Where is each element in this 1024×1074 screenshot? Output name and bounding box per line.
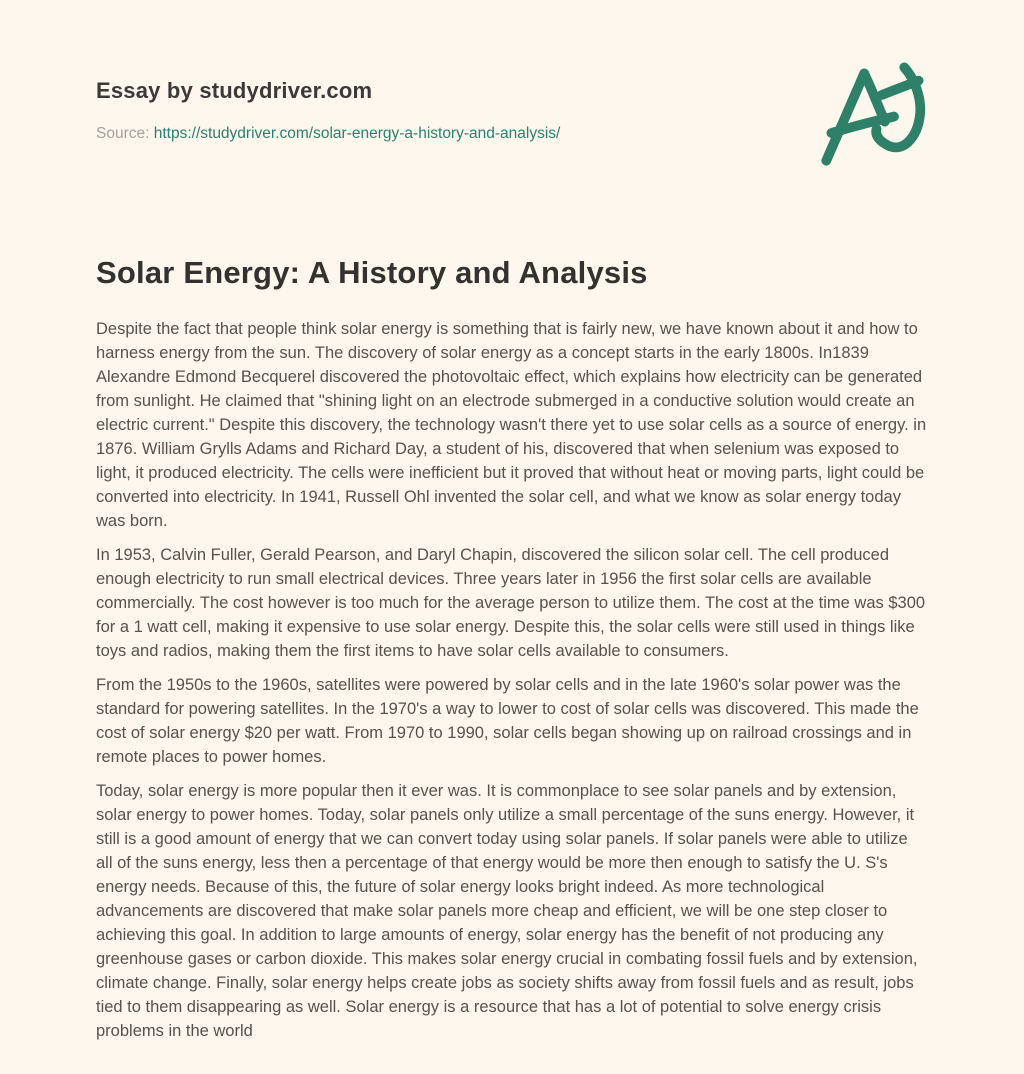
page-header — [96, 78, 928, 143]
page-title: Essay by studydriver.com — [96, 78, 373, 103]
essay-paragraph-4: Today, solar energy is more popular then it ever was. It is commonplace to see solar panels and by extension, solar energy to power homes. Today, solar panels only utilize a small percentage of the suns energy. However, it still is a good amount of energy that we can convert today using solar panels. If solar panels were able to utilize all of the suns energy, less then a percentage of that energy would be more then enough to satisfy the U. S's energy needs. Because of this, the future of solar energy looks bright indeed. As more technological advancements are discovered that make solar panels more cheap and efficient, we will be one step closer to achieving this goal. In addition to large amounts of energy, solar energy has the benefit of not producing any greenhouse gases or carbon dioxide. This makes solar energy crucial in combating fossil fuels and by extension, climate change. Finally, solar energy helps create jobs as society shifts away from fossil fuels and as result, jobs tied to them disappearing as well. Solar energy is a resource that has a lot of potential to solve energy crisis problems in the world — [96, 782, 918, 1040]
essay-body — [96, 317, 928, 1043]
source-link[interactable]: https://studydriver.com/solar-energy-a-history-and-analysis/ — [153, 125, 561, 142]
essay-paragraph-2: In 1953, Calvin Fuller, Gerald Pearson, and Daryl Chapin, discovered the silicon solar cell. The cell produced enough electricity to run small electrical devices. Three years later in 1956 the first solar cells are available commercially. The cost however is too much for the average person to utilize them. The cost at the time was $300 for a 1 watt cell, making it expensive to use solar energy. Despite this, the solar cells were still used in things like toys and radios, making them the first items to have solar cells available to consumers. — [96, 546, 926, 660]
essay-paragraph-1: Despite the fact that people think solar energy is something that is fairly new, we have known about it and how to harness energy from the sun. The discovery of solar energy as a concept starts in the early 1800s. In1839 Alexandre Edmond Becquerel discovered the photovoltaic effect, which explains how electricity can be generated from sunlight. He claimed that "shining light on an electrode submerged in a conductive solution would create an electric current." Despite this discovery, the technology wasn't there yet to use solar cells as a source of energy. in 1876. William Grylls Adams and Richard Day, a student of his, discovered that when selenium was exposed to light, it produced electricity. The cells were inefficient but it proved that without heat or moving parts, light could be converted into electricity. In 1941, Russell Ohl invented the solar cell, and what we know as solar energy today was born. — [96, 320, 927, 530]
essay-content — [96, 255, 928, 1043]
essay-title: Solar Energy: A History and Analysis — [96, 255, 648, 290]
essay-paragraph-3: From the 1950s to the 1960s, satellites were powered by solar cells and in the late 1960's solar power was the standard for powering satellites. In the 1970's a way to lower to cost of solar cells was discovered. This made the cost of solar energy $20 per watt. From 1970 to 1990, solar cells began showing up on railroad crossings and in remote places to power homes. — [96, 676, 919, 766]
source-label: Source: — [96, 125, 150, 142]
studydriver-a-plus-logo-icon — [816, 60, 934, 168]
source-line — [96, 125, 928, 143]
